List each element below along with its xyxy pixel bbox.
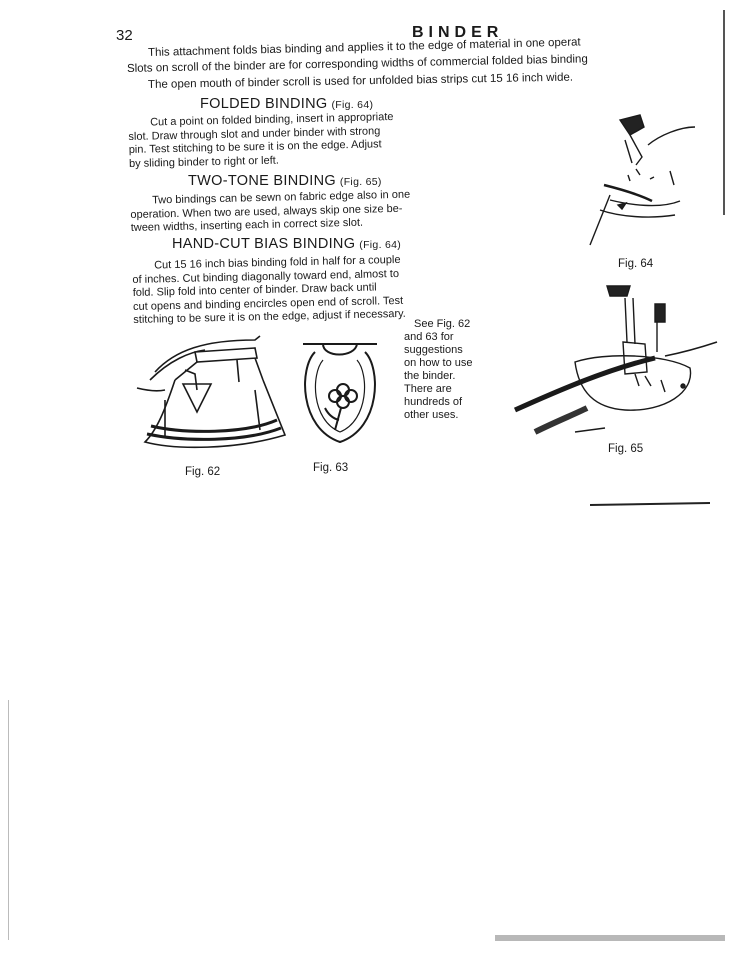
scan-edge (8, 700, 9, 940)
side-note-line: and 63 for (404, 331, 454, 343)
section-title-text: FOLDED BINDING (200, 96, 328, 112)
scan-edge (723, 10, 725, 215)
side-note (404, 318, 486, 422)
body-line: of inches. Cut binding diagonally toward end, almost to (132, 267, 400, 286)
bib-illustration (295, 338, 385, 448)
side-note-line: the binder. (404, 370, 456, 382)
side-note-line: suggestions (404, 344, 463, 356)
caption-fig-63: Fig. 63 (313, 462, 349, 474)
section-title-folded-binding (200, 96, 373, 112)
section-title-two-tone-binding (188, 173, 382, 189)
caption-fig-64: Fig. 64 (618, 258, 654, 270)
side-note-line: There are (404, 383, 452, 395)
body-line: tween widths, inserting each in correct size slot. (130, 216, 364, 234)
side-note-line: on how to use (404, 357, 473, 369)
body-line: operation. When two are used, always skip one size be- (130, 202, 403, 221)
section-title-text: HAND-CUT BIAS BINDING (172, 236, 356, 252)
caption-fig-62: Fig. 62 (185, 466, 221, 478)
running-header: BINDER (412, 24, 504, 41)
figure-reference: (Fig. 64) (331, 99, 374, 111)
figure-reference: (Fig. 64) (359, 239, 402, 251)
body-line: Cut 15 16 inch bias binding fold in half for a couple (153, 253, 401, 272)
section-body-hand-cut-bias-binding (132, 254, 406, 328)
sewing-machine-foot-illustration (515, 282, 720, 442)
section-title-hand-cut-bias-binding (172, 236, 401, 252)
section-body-two-tone-binding (130, 189, 411, 236)
side-note-line: See Fig. 62 (414, 318, 471, 330)
body-line: cut opens and binding encircles open end of scroll. Test (132, 294, 404, 313)
body-line: by sliding binder to right or left. (128, 154, 279, 170)
intro-line-3: The open mouth of binder scroll is used for unfolded bias strips cut 15 16 inch wide. (147, 71, 574, 91)
binder-attachment-illustration (570, 105, 710, 255)
section-body-folded-binding (128, 111, 395, 171)
intro-line-2: Slots on scroll of the binder are for corresponding widths of commercial folded bias binding (126, 53, 588, 75)
intro-line-1: This attachment folds bias binding and applies it to the edge of material in one operat (147, 36, 581, 59)
body-line: pin. Test stitching to be sure it is on the edge. Adjust (128, 138, 382, 156)
divider-line (590, 502, 710, 506)
body-line: Two bindings can be sewn on fabric edge also in one (151, 188, 411, 207)
body-line: stitching to be sure it is on the edge, adjust if necessary. (133, 307, 406, 326)
body-line: Cut a point on folded binding, insert in appropriate (149, 110, 394, 129)
figure-reference: (Fig. 65) (339, 176, 382, 188)
section-title-text: TWO-TONE BINDING (188, 173, 336, 189)
apron-illustration (135, 330, 295, 460)
body-line: slot. Draw through slot and under binder with strong (128, 124, 381, 143)
side-note-line: hundreds of (404, 396, 463, 408)
scan-edge-bottom (495, 935, 725, 941)
page-number: 32 (116, 27, 133, 44)
caption-fig-65: Fig. 65 (608, 443, 644, 455)
side-note-line: other uses. (404, 409, 459, 421)
body-line: fold. Slip fold into center of binder. Draw back until (132, 281, 377, 299)
